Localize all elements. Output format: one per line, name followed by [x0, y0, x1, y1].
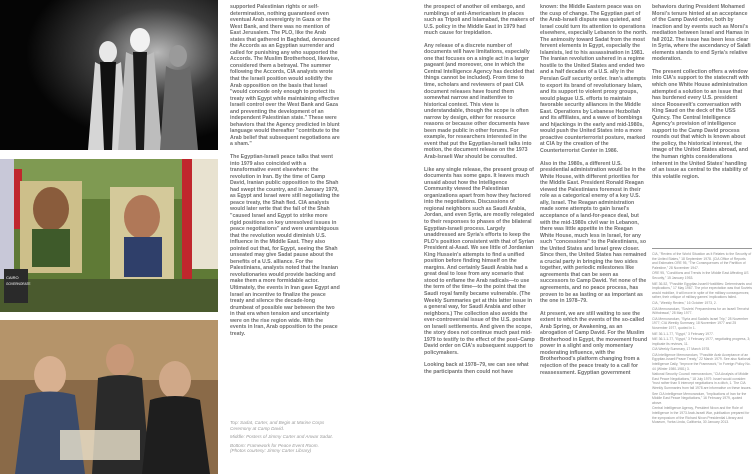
paragraph: Looking back at 1978–79, we can see what the participants then could not have [424, 362, 529, 375]
endnote: NIE 36.1-1-77, "Egypt," 3 February 1977. [652, 331, 714, 336]
endnote: CIA Memorandum, "Soviets' Preparedness for an Israeli Terrorist Withdrawal," 28 May 1977. [652, 306, 749, 316]
camp-david-image [0, 320, 218, 474]
paragraph: Like any single release, the present group of documents has some gaps. It leaves much unsaid about how the Intelligence Community viewed the Palestinian organizations apart from how they factored into the negotiations. Discussions of regional neighbors such as Saudi Arabia, Jordan, and even Syria, are mostly relegated to their responses to phases of the bilateral Egyptian-Israeli process. Largely unaddressed are Syria's efforts to keep the PLO's position consistent with that of Syrian President al-Asad. We see little of Jordanian King Hussein's attempts to find a unified position before finding himself on the margins. And certainly Saudi Arabia had a great deal to lose from any scenario that stood to enflame the Arab radicals—to use the term of the time—to the point that the Saudi royal family became vulnerable. (The Weekly Summaries get at this latter issue in a general way, for Saudi Arabia and other neighbors.) The collection also avoids the ever-controversial issue of the U.S. posture on Israeli settlements. And given the scope, the story does not continue much past mid-1979 to testify to the effect of the post–Camp David order on CIA's subsequent support to policymakers. [424, 166, 535, 356]
endnote: Central Intelligence Agency, President Nixon and the Role of Intelligence in the 1973 Arab-Israeli War, publication prepared for the symposium of the Richard Nixon Presidential Library and Museum, Yorba Linda, California, 30 January 2013. [652, 406, 750, 425]
portraits-image [0, 159, 218, 312]
paragraph: The present collection offers a window into CIA's support to the statecraft with which one White House administration attempted a solution to an issue that has burdened every U.S. president since Roosevelt's conversation with King Saud on the deck of the USS Quincy. The Central Intelligence Agency's provision of intelligence support to the Camp David process rounds out that which is known about the policy, the historical interest, the image of the United States abroad, and the human rights considerations inherent in the United States' handling of an issue as central to the stability of this volatile region. [652, 68, 749, 180]
paragraph: Any release of a discrete number of documents will have limitations, especially one that focuses on a single act in a larger pageant (and moreover, one in which the Central Intelligence Agency has decided that things cannot be included). From time to time, scholars and reviewers of past CIA document releases have found them somewhat narrow and inattentive to historical context. This view is understandable, though the scope is often narrow by design, either for resource reasons or because other documents have been made public in other forums. For example, for researchers interested in the event that put the Egyptian-Israeli talks into motion, the document release on the 1973 Arab-Israeli War should be consulted. [424, 42, 535, 161]
silhouette-image [0, 0, 218, 150]
endnote: CIA, "Weekly Review," 16 October 1973, 2. [652, 300, 717, 305]
endnote: CIA Intelligence Memorandum, "Possible Arab Acceptance of an Egyptian-Israeli Peace Treaty," 22 March 1979. See also National Intelligence Daily, "Improve the Framework," in Foreign Policy No. 44 (Winter 1980-1981) 3. [652, 352, 751, 371]
caption-middle: Middle: Posters of Jimmy Carter and Anwar Sadat. [230, 434, 333, 440]
endnote: CIA Memorandum, "Syria and Sadat's Israel Trip," 28 November 1977; CIA Weekly Summary, 18 November 1977 and 25 November 1977, quoted in 1. [652, 316, 749, 330]
endnote: National Security Council memorandum, "CIA Analysis of Middle East Peace Negotiations," 18 July 1979. Israel would consider: "trust rather than 5 intercept negotiations in a ditch, 1. The CIA Weekly Summaries from fall 1978 are informative on these issues. [652, 372, 752, 391]
paragraph: supported Palestinian rights or self-determination, nothing guaranteed even eventual Arab sovereignty in Gaza or the West Bank, and there was no mention of East Jerusalem. The PLO, like the Arab states that gathered in Baghdad, denounced the Accords as an Egyptian surrender and called for punishing any who supported the Accords. The Muslim Brotherhood, likewise, considered them a betrayal. The summer following the Accords, CIA analysts wrote that the Israeli position would solidify the Arab opposition on the basis that Israel "would concede only enough to protect its treaty with Egypt while maintaining effective Israeli control over the West Bank and Gaza and preventing the development of an independent Palestinian state." These were behaviors that the Agency predicted in blunt language would thereafter "contribute to the Arab belief that subsequent negotiations are a sham." [230, 4, 340, 148]
sign-governorate: GOVERNORATE [6, 282, 31, 286]
text-column-4 [652, 4, 752, 186]
endnote: NIE 36.1-1-77, "Egypt," 3 February 1977, negotiating progress, 3; implicate its reviews, 11. [652, 337, 751, 346]
sign-cairo: CAIRO [6, 275, 19, 280]
notes-divider [652, 248, 752, 249]
paragraph: the prospect of another oil embargo, and rumblings of anti-Americanism in places such as Tripoli and Islamabad, the makers of U.S. policy in the Middle East in 1979 had much cause for trepidation. [424, 4, 535, 37]
paragraph: Also in the 1980s, a different U.S. presidential administration would be in the White House, with different priorities for the Middle East. President Ronald Reagan viewed the Palestinians foremost in their role as a categorical enemy of a key U.S. ally, Israel. The Reagan administration made some attempts to gain Israel's acceptance of a land-for-peace deal, but with the mid-1980s civil war in Lebanon, there was little appetite in the Reagan White House, much less in Israel, for any such "concessions" to the Palestinians, so the United States and Israel grew closer. Since then, the United States has remained a crucial party in bringing the two sides together, with periodic milestones like agreements that can be seen as successors to Camp David. Yet none of the agreements, and no peace process, has proven to be as lasting or as important as the one in 1978–79. [540, 160, 647, 305]
endnotes [652, 252, 752, 426]
endnote: NIE 36-52, "Possible Egyptian-Israeli Hostilities: Determinants and Implications," 17 May 1967. The prior expectation was that Soviets would mobilize, it will move in spite of the military consequences; rather, their critique of military games' implications failed. [652, 281, 752, 300]
photo-camp-david [0, 320, 218, 474]
paragraph: At present, we are still waiting to see the extent to which the events of the so-called Arab Spring, or Awakening, as an abrogation of Camp David. For the Muslim Brotherhood in Egypt, the movement found power in a slight and only momentary moderating influence, with the Brotherhood's platform changing from a rejection of the peace treaty to a call for reassessment. Egyptian government [540, 310, 648, 376]
paragraph: The Egyptian-Israeli peace talks that went into 1979 also coincided with a transformative event elsewhere: the revolution in Iran. By the time of Camp David, Iranian public opposition to the Shah had swept the country, and in January 1979, as Egypt and Israel were still negotiating the peace treaty, the Shah fled. CIA analysts would later write that the fall of the Shah "caused Israel and Egypt to strike more rigid positions on key unresolved issues in peace negotiations" and were unambiguous that the revolution would diminish U.S. influence in the Middle East. They also pointed out that, for Egypt, seeing the Shah unseated may give Sadat pause about the benefits of a U.S. alliance. For the Palestinians, analysts noted that the Iranian revolutionaries would provide backing and make them a more formidable actor. Ultimately, the events in Iran gave Egypt and Israel an incentive to finalize the peace treaty and silence the decade-long drumbeat of possible war between the two in that era when tension and uncertainty were on the rise region wide. With the events in Iran, Arab opposition to the peace treaty. [230, 154, 340, 337]
text-column-1 [230, 4, 340, 343]
endnote: ORE 95, "Conditions and Trends in the Middle East Affecting US Security," 15 January 1953. [652, 271, 749, 280]
text-column-3 [540, 4, 648, 382]
caption-bottom: Bottom: Framework for Peace Event Room. [230, 442, 319, 448]
paragraph: known: the Middle Eastern peace was on the cusp of change. The Egyptian part of the Arab-Israeli dispute was quieted, and Israel could turn its attention to operations elsewhere, especially Lebanon to the north. The animosity toward Sadat from the most fervent elements in Egypt, especially the Islamists, led to his assassination in 1981. The Iranian revolution ushered in a regime hostile to the United States and ended two and a half decades of a U.S. ally in the Persian Gulf security order. Iran's attempts to export its brand of revolutionary Islam, and its support to violent proxy groups, would plague U.S. efforts to maintain favorable security alliances in the Middle East. Operations by Lebanese Hezbollah and its affiliates, and a wave of bombings and hijackings in the early and mid-1980s, would push the United States into a more proactive counterterrorist posture, marked at CIA by the creation of the Counterterrorist Center in 1986. [540, 4, 648, 155]
endnote: CIA, "Review of the World Situation as it Relates to the Security of the United States," 18 September 1978. (CIA Office of Reports and Estimates ORE 95, "The Consequences of the Partition of Palestine," 28 November 1947. [652, 252, 752, 270]
photo-captions [230, 420, 340, 457]
endnote: CIA Weekly Summary, 17 March 1978. [652, 347, 711, 352]
caption-credit: (Photos courtesy: Jimmy Carter Library) [230, 448, 312, 454]
endnote: See CIA intelligence Memorandum, "Implications of Iran for the Middle East Peace Negotiations," 16 February 1979, quoted above. [652, 391, 747, 405]
photo-leaders-silhouette [0, 0, 218, 150]
paragraph: behaviors during President Mohamed Morsi's tenure hinted at an acceptance of the Camp David order, both by inaction and by events such as Morsi's mediation between Israel and Hamas in fall 2012. The issue has been less clear in Syria, where the ascendancy of Salafi elements stands to end Syria's relative moderation. [652, 4, 751, 63]
photo-street-portraits [0, 159, 218, 312]
caption-top: Top: Sadat, Carter, and Begin at Marine Corps Ceremony at Camp David. [230, 420, 325, 431]
text-column-2 [424, 4, 536, 382]
